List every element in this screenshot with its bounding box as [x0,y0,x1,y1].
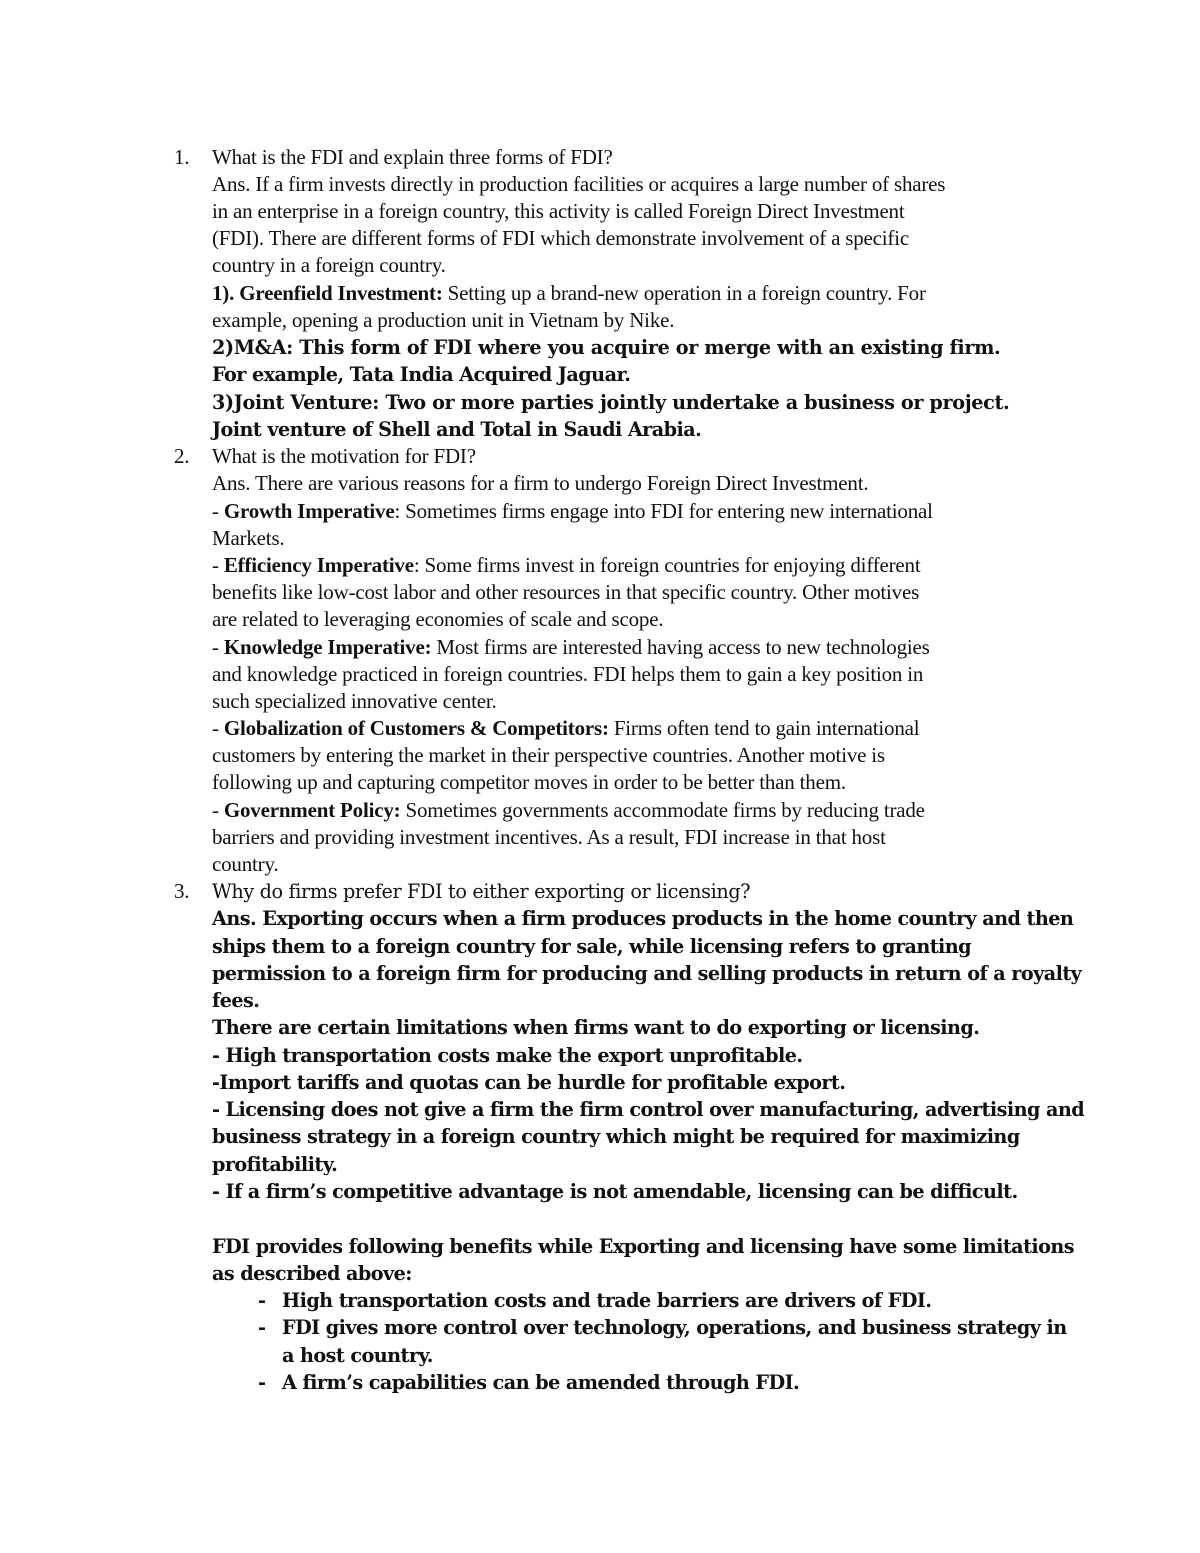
bullet-marker: - [258,1289,266,1312]
knowledge-text-cont: and knowledge practiced in foreign countries. FDI helps them to gain a key position in [212,662,924,686]
answer-line: Ans. If a firm invests directly in production facilities or acquires a large number of shares [212,172,946,196]
bullet-marker: - [258,1371,266,1394]
question-1: What is the FDI and explain three forms of FDI? [212,145,613,169]
answer-line: fees. [212,989,260,1012]
list-number: 2. [174,444,190,468]
benefits-intro: as described above: [212,1262,412,1285]
answer-line: There are certain limitations when firms want to do exporting or licensing. [212,1016,980,1039]
efficiency-label: Efficiency Imperative [223,553,414,577]
bullet-item-cont: a host country. [282,1344,433,1367]
answer-line: -Import tariffs and quotas can be hurdle for profitable export. [212,1071,846,1094]
answer-line: - High transportation costs make the export unprofitable. [212,1044,803,1067]
knowledge-text-cont: such specialized innovative center. [212,689,497,713]
dash: - [212,635,224,659]
dash: - [212,798,224,822]
knowledge-label: Knowledge Imperative: [223,635,432,659]
globalization-text-cont: following up and capturing competitor moves in order to be better than them. [212,770,846,794]
dash: - [212,716,224,740]
jv-item [212,389,1009,416]
ma-label: 2)M&A: [212,336,293,359]
greenfield-label: 1). Greenfield Investment: [212,281,443,305]
growth-item [212,498,933,525]
growth-label: Growth Imperative [223,499,395,523]
dash: - [212,499,224,523]
ma-text-cont: For example, Tata India Acquired Jaguar. [212,363,631,386]
knowledge-text: Most firms are interested having access to new technologies [431,635,930,659]
government-item [212,797,925,824]
bullet-item: FDI gives more control over technology, operations, and business strategy in [282,1316,1067,1339]
answer-line: business strategy in a foreign country which might be required for maximizing [212,1125,1020,1148]
efficiency-text-cont: are related to leveraging economies of scale and scope. [212,607,664,631]
globalization-label: Globalization of Customers & Competitors: [223,716,609,740]
ma-item [212,334,1000,361]
answer-line: country in a foreign country. [212,253,446,277]
list-number: 1. [174,145,190,169]
jv-label: 3)Joint Venture: [212,391,379,414]
answer-line: - If a firm’s competitive advantage is not amendable, licensing can be difficult. [212,1180,1018,1203]
question-2: What is the motivation for FDI? [212,444,476,468]
government-text-cont: barriers and providing investment incentives. As a result, FDI increase in that host [212,825,886,849]
greenfield-text-cont: example, opening a production unit in Vietnam by Nike. [212,308,675,332]
jv-text: Two or more parties jointly undertake a business or project. [378,391,1010,414]
growth-text: : Sometimes firms engage into FDI for entering new international [394,499,933,523]
government-text-cont: country. [212,852,279,876]
government-label: Government Policy: [223,798,401,822]
growth-text-cont: Markets. [212,526,285,550]
globalization-text-cont: customers by entering the market in their perspective countries. Another motive is [212,743,885,767]
bullet-marker: - [258,1316,266,1339]
bullet-item: High transportation costs and trade barriers are drivers of FDI. [282,1289,932,1312]
answer-line: - Licensing does not give a firm the firm control over manufacturing, advertising and [212,1098,1085,1121]
jv-text-cont: Joint venture of Shell and Total in Saudi Arabia. [212,418,702,441]
government-text: Sometimes governments accommodate firms by reducing trade [400,798,925,822]
bullet-item: A firm’s capabilities can be amended through FDI. [282,1371,800,1394]
answer-line: in an enterprise in a foreign country, this activity is called Foreign Direct Investment [212,199,905,223]
answer-line: permission to a foreign firm for producing and selling products in return of a royalty [212,962,1082,985]
question-3: Why do firms prefer FDI to either exporting or licensing? [212,880,751,903]
knowledge-item [212,634,930,661]
benefits-intro: FDI provides following benefits while Exporting and licensing have some limitations [212,1235,1075,1258]
answer-line: Ans. There are various reasons for a firm to undergo Foreign Direct Investment. [212,471,869,495]
ma-text: This form of FDI where you acquire or merge with an existing firm. [292,336,1001,359]
efficiency-text-cont: benefits like low-cost labor and other resources in that specific country. Other motives [212,580,920,604]
dash: - [212,553,224,577]
list-number: 3. [174,879,190,903]
globalization-item [212,715,919,742]
efficiency-item [212,552,921,579]
globalization-text: Firms often tend to gain international [608,716,920,740]
answer-line: Ans. Exporting occurs when a firm produces products in the home country and then [212,907,1074,930]
efficiency-text: : Some firms invest in foreign countries for enjoying different [413,553,921,577]
answer-line: (FDI). There are different forms of FDI which demonstrate involvement of a specific [212,226,909,250]
answer-line: profitability. [212,1153,338,1176]
greenfield-item [212,280,926,307]
greenfield-text: Setting up a brand-new operation in a foreign country. For [442,281,926,305]
answer-line: ships them to a foreign country for sale, while licensing refers to granting [212,935,972,958]
